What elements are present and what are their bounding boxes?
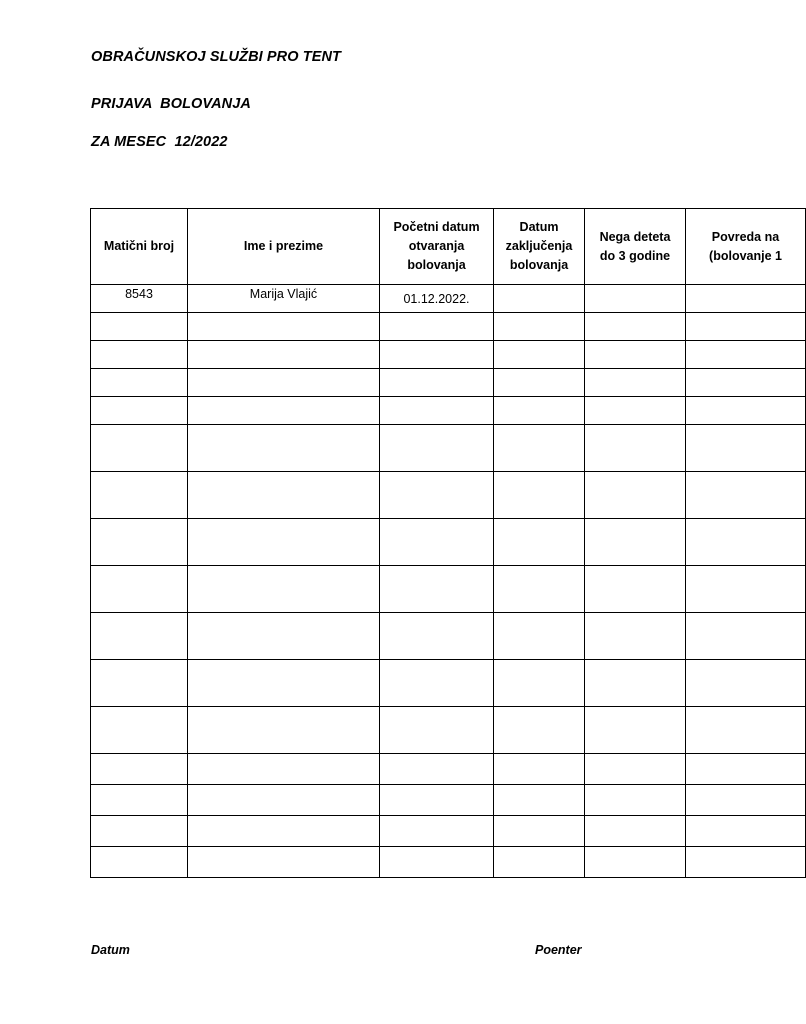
column-header-line: Nega deteta bbox=[599, 229, 671, 244]
table-row bbox=[91, 566, 806, 613]
cell-employee-id bbox=[91, 397, 188, 425]
cell-end-date bbox=[494, 847, 585, 878]
cell-employee-id bbox=[91, 754, 188, 785]
table-row bbox=[91, 754, 806, 785]
cell-child-care bbox=[585, 847, 686, 878]
table-row bbox=[91, 613, 806, 660]
column-header-line: Matični broj bbox=[103, 239, 175, 253]
cell-employee-id bbox=[91, 816, 188, 847]
column-header-employee-id bbox=[91, 209, 188, 285]
cell-end-date bbox=[494, 660, 585, 707]
cell-child-care bbox=[585, 566, 686, 613]
cell-injury bbox=[686, 707, 806, 754]
cell-child-care bbox=[585, 754, 686, 785]
cell-child-care bbox=[585, 397, 686, 425]
cell-start-date bbox=[380, 707, 494, 754]
cell-start-date: 01.12.2022. bbox=[380, 285, 494, 313]
cell-start-date bbox=[380, 816, 494, 847]
cell-start-date bbox=[380, 566, 494, 613]
column-header-full-name bbox=[188, 209, 380, 285]
table-row bbox=[91, 313, 806, 341]
cell-child-care bbox=[585, 785, 686, 816]
cell-full-name bbox=[188, 566, 380, 613]
column-header-line: bolovanja bbox=[509, 258, 569, 272]
table-row bbox=[91, 425, 806, 472]
cell-full-name bbox=[188, 425, 380, 472]
cell-end-date bbox=[494, 785, 585, 816]
cell-end-date bbox=[494, 754, 585, 785]
cell-end-date bbox=[494, 707, 585, 754]
table-row bbox=[91, 707, 806, 754]
cell-start-date bbox=[380, 847, 494, 878]
cell-child-care bbox=[585, 285, 686, 313]
cell-start-date bbox=[380, 369, 494, 397]
cell-employee-id bbox=[91, 847, 188, 878]
column-header-line: zaključenja bbox=[505, 239, 573, 253]
cell-end-date bbox=[494, 341, 585, 369]
cell-full-name bbox=[188, 472, 380, 519]
form-title: PRIJAVA BOLOVANJA bbox=[91, 96, 251, 112]
cell-end-date bbox=[494, 613, 585, 660]
cell-full-name: Marija Vlajić bbox=[188, 285, 380, 313]
cell-end-date bbox=[494, 566, 585, 613]
cell-end-date bbox=[494, 313, 585, 341]
table-row bbox=[91, 847, 806, 878]
column-header-line: (bolovanje 1 bbox=[709, 248, 782, 263]
date-label: Datum bbox=[91, 943, 130, 957]
cell-injury bbox=[686, 847, 806, 878]
cell-end-date bbox=[494, 472, 585, 519]
cell-employee-id bbox=[91, 660, 188, 707]
cell-child-care bbox=[585, 341, 686, 369]
table-row bbox=[91, 369, 806, 397]
cell-child-care bbox=[585, 313, 686, 341]
cell-full-name bbox=[188, 313, 380, 341]
cell-employee-id bbox=[91, 613, 188, 660]
table-row bbox=[91, 816, 806, 847]
cell-child-care bbox=[585, 519, 686, 566]
column-header-child-care bbox=[585, 209, 686, 285]
column-header-line: do 3 godine bbox=[599, 248, 671, 263]
cell-start-date bbox=[380, 341, 494, 369]
cell-start-date bbox=[380, 519, 494, 566]
cell-full-name bbox=[188, 519, 380, 566]
column-header-line: bolovanja bbox=[407, 258, 466, 272]
cell-child-care bbox=[585, 707, 686, 754]
cell-employee-id bbox=[91, 519, 188, 566]
period-heading: ZA MESEC 12/2022 bbox=[91, 134, 228, 150]
table-row bbox=[91, 785, 806, 816]
column-header-start-date bbox=[380, 209, 494, 285]
cell-end-date bbox=[494, 369, 585, 397]
cell-child-care bbox=[585, 425, 686, 472]
cell-end-date bbox=[494, 425, 585, 472]
cell-injury bbox=[686, 313, 806, 341]
cell-start-date bbox=[380, 472, 494, 519]
cell-injury bbox=[686, 785, 806, 816]
cell-full-name bbox=[188, 847, 380, 878]
cell-full-name bbox=[188, 369, 380, 397]
cell-injury bbox=[686, 566, 806, 613]
cell-injury bbox=[686, 425, 806, 472]
timekeeper-label: Poenter bbox=[535, 943, 582, 957]
table-row bbox=[91, 397, 806, 425]
cell-start-date bbox=[380, 754, 494, 785]
cell-injury bbox=[686, 285, 806, 313]
table-row bbox=[91, 660, 806, 707]
table-header-row bbox=[91, 209, 806, 285]
cell-start-date bbox=[380, 660, 494, 707]
table-row bbox=[91, 519, 806, 566]
cell-full-name bbox=[188, 660, 380, 707]
column-header-line: Datum bbox=[519, 220, 559, 234]
cell-start-date bbox=[380, 313, 494, 341]
column-header-line: otvaranja bbox=[408, 239, 465, 253]
cell-start-date bbox=[380, 425, 494, 472]
table-row bbox=[91, 285, 806, 313]
cell-injury bbox=[686, 754, 806, 785]
cell-employee-id bbox=[91, 341, 188, 369]
cell-employee-id bbox=[91, 566, 188, 613]
cell-child-care bbox=[585, 816, 686, 847]
cell-injury bbox=[686, 341, 806, 369]
column-header-line: Povreda na bbox=[711, 229, 780, 244]
cell-child-care bbox=[585, 613, 686, 660]
cell-end-date bbox=[494, 397, 585, 425]
cell-injury bbox=[686, 816, 806, 847]
cell-employee-id bbox=[91, 369, 188, 397]
sick-leave-table bbox=[90, 208, 806, 878]
cell-start-date bbox=[380, 785, 494, 816]
cell-full-name bbox=[188, 785, 380, 816]
cell-full-name bbox=[188, 707, 380, 754]
cell-child-care bbox=[585, 472, 686, 519]
cell-injury bbox=[686, 472, 806, 519]
column-header-injury bbox=[686, 209, 806, 285]
table-row bbox=[91, 341, 806, 369]
cell-full-name bbox=[188, 754, 380, 785]
cell-injury bbox=[686, 397, 806, 425]
cell-employee-id bbox=[91, 707, 188, 754]
table-row bbox=[91, 472, 806, 519]
cell-employee-id bbox=[91, 472, 188, 519]
column-header-end-date bbox=[494, 209, 585, 285]
cell-start-date bbox=[380, 613, 494, 660]
column-header-line: Ime i prezime bbox=[243, 239, 324, 253]
cell-end-date bbox=[494, 285, 585, 313]
cell-injury bbox=[686, 519, 806, 566]
cell-employee-id bbox=[91, 785, 188, 816]
recipient-heading: OBRAČUNSKOJ SLUŽBI PRO TENT bbox=[91, 49, 342, 65]
cell-employee-id bbox=[91, 313, 188, 341]
column-header-line: Početni datum bbox=[393, 220, 480, 234]
cell-start-date bbox=[380, 397, 494, 425]
cell-injury bbox=[686, 369, 806, 397]
cell-injury bbox=[686, 660, 806, 707]
cell-child-care bbox=[585, 660, 686, 707]
cell-injury bbox=[686, 613, 806, 660]
cell-end-date bbox=[494, 519, 585, 566]
cell-employee-id: 8543 bbox=[91, 285, 188, 313]
cell-full-name bbox=[188, 397, 380, 425]
cell-full-name bbox=[188, 816, 380, 847]
cell-employee-id bbox=[91, 425, 188, 472]
cell-child-care bbox=[585, 369, 686, 397]
cell-end-date bbox=[494, 816, 585, 847]
cell-full-name bbox=[188, 613, 380, 660]
cell-full-name bbox=[188, 341, 380, 369]
